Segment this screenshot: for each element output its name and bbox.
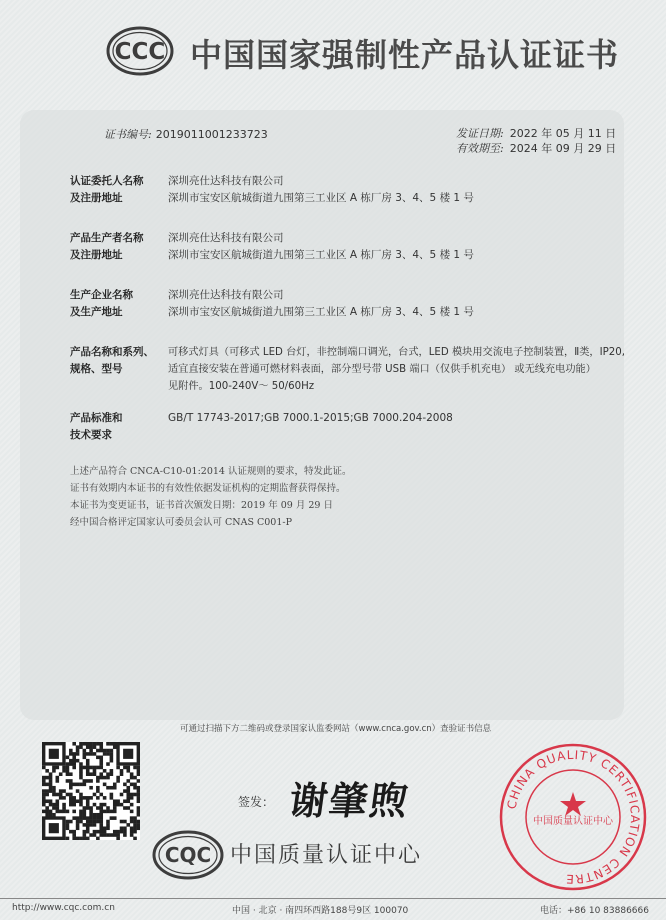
manufacturer-name-label: 产品生产者名称 xyxy=(70,232,144,244)
applicant-name: 深圳亮仕达科技有限公司 xyxy=(168,175,284,187)
seal-outer-text: CHINA QUALITY CERTIFICATION CENTRE xyxy=(504,747,643,887)
factory-name-label: 生产企业名称 xyxy=(70,289,133,301)
expiry-date-label: 有效期至: xyxy=(456,142,504,155)
factory-address: 深圳市宝安区航城街道九围第三工业区 A 栋厂房 3、4、5 楼 1 号 xyxy=(168,306,474,318)
issuer-name: 中国质量认证中心 xyxy=(230,843,423,868)
verification-note: 可通过扫描下方二维码或登录国家认监委网站（www.cnca.gov.cn）查验证书信息 xyxy=(180,724,492,734)
remark-line: 经中国合格评定国家认可委员会认可 CNAS C001-P xyxy=(70,517,292,528)
manufacturer-address: 深圳市宝安区航城街道九围第三工业区 A 栋厂房 3、4、5 楼 1 号 xyxy=(168,249,474,261)
footer-divider xyxy=(0,898,666,899)
qr-code-icon[interactable] xyxy=(42,742,140,840)
official-seal-icon xyxy=(498,742,648,892)
product-label-2: 规格、型号 xyxy=(70,363,123,375)
signature-label: 签发： xyxy=(238,795,275,809)
footer-phone: 电话：+86 10 83886666 xyxy=(540,906,649,916)
applicant-address: 深圳市宝安区航城街道九围第三工业区 A 栋厂房 3、4、5 楼 1 号 xyxy=(168,192,474,204)
cqc-logo-text: CQC xyxy=(164,843,212,867)
cqc-logo-icon xyxy=(152,830,224,880)
manufacturer-name-row xyxy=(70,230,284,247)
certificate-number-label: 证书编号: xyxy=(104,128,152,141)
footer-address: 中国 · 北京 · 南四环西路188号9区 100070 xyxy=(232,906,409,916)
factory-name: 深圳亮仕达科技有限公司 xyxy=(168,289,284,301)
remark-line: 证书有效期内本证书的有效性依据发证机构的定期监督获得保持。 xyxy=(70,483,346,494)
manufacturer-address-label: 及注册地址 xyxy=(70,249,123,261)
manufacturer-address-row xyxy=(70,247,474,264)
certificate-dates xyxy=(456,126,616,156)
seal-inner-text: 中国质量认证中心 xyxy=(533,816,613,827)
product-description xyxy=(168,344,625,395)
footer-website[interactable]: http://www.cqc.com.cn xyxy=(12,903,115,913)
remarks xyxy=(70,463,352,531)
product-line-1: 可移式灯具（可移式 LED 台灯，非控制端口调光，台式，LED 模块用交流电子控制装置，Ⅱ类，IP20, xyxy=(168,347,625,358)
product-line-2: 适宜直接安装在普通可燃材料表面，部分型号带 USB 端口（仅供手机充电） 或无线充电功能） xyxy=(168,364,596,375)
issue-date-label: 发证日期: xyxy=(456,127,504,140)
applicant-address-label: 及注册地址 xyxy=(70,192,123,204)
expiry-date-value: 2024 年 09 月 29 日 xyxy=(509,142,617,155)
page-title: 中国国家强制性产品认证证书 xyxy=(190,36,620,74)
applicant-name-row xyxy=(70,173,284,190)
ccc-logo-text: CCC xyxy=(114,39,166,65)
factory-address-row xyxy=(70,304,474,321)
certificate-number xyxy=(104,126,268,142)
standards-value: GB/T 17743-2017;GB 7000.1-2015;GB 7000.204-2008 xyxy=(168,412,453,424)
applicant-address-row xyxy=(70,190,474,207)
signature: 谢肇煦 xyxy=(286,778,413,823)
product-label-1: 产品名称和系列、 xyxy=(70,346,154,358)
certificate-number-value: 2019011001233723 xyxy=(155,128,268,141)
factory-address-label: 及生产地址 xyxy=(70,306,123,318)
standards-label-2: 技术要求 xyxy=(70,429,112,441)
applicant-name-label: 认证委托人名称 xyxy=(70,175,144,187)
remark-line: 上述产品符合 CNCA-C10-01:2014 认证规则的要求，特发此证。 xyxy=(70,466,352,477)
standards-label-1: 产品标准和 xyxy=(70,412,123,424)
manufacturer-name: 深圳亮仕达科技有限公司 xyxy=(168,232,284,244)
product-line-3: 见附件。100-240V～ 50/60Hz xyxy=(168,381,315,392)
factory-name-row xyxy=(70,287,284,304)
remark-line: 本证书为变更证书，证书首次颁发日期：2019 年 09 月 29 日 xyxy=(70,500,333,511)
ccc-logo-icon xyxy=(106,26,174,76)
issue-date-value: 2022 年 05 月 11 日 xyxy=(509,127,617,140)
